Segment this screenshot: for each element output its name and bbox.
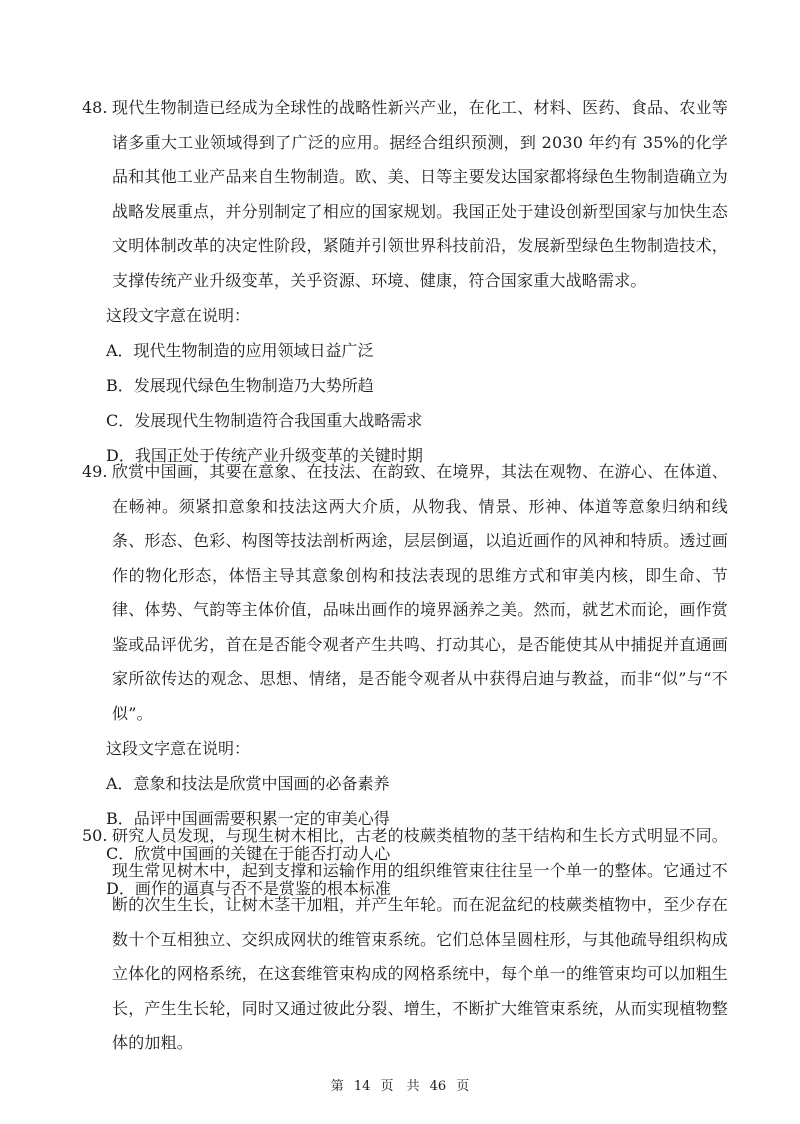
option-a: A．意象和技法是欣赏中国画的必备素养	[106, 774, 390, 793]
question-prompt: 这段文字意在说明：	[106, 306, 251, 325]
question-number: 50.	[82, 826, 108, 845]
option-d: D．画作的逼真与否不是赏鉴的根本标准	[106, 879, 391, 898]
page-footer: 第 14 页 共 46 页	[330, 1079, 470, 1094]
question-passage: 现代生物制造已经成为全球性的战略性新兴产业，在化工、材料、医药、食品、农业等诸多重大工业领域得到了广泛的应用。据经合组织预测，到 2030 年约有 35%的化学品和其他工业产品来自生物制造。欧、美、日等主要发达国家都将绿色生物制造确立为战略发展重点，并分别制定了相应的国家规划。我国正处于建设创新型国家与加快生态文明体制改革的决定性阶段，紧随并引领世界科技前沿，发展新型绿色生物制造技术，支撑传统产业升级变革，关乎资源、环境、健康，符合国家重大战略需求。	[112, 98, 728, 290]
option-d: D．我国正处于传统产业升级变革的关键时期	[106, 446, 423, 465]
question-number: 48.	[82, 98, 108, 117]
option-b: B．品评中国画需要积累一定的审美心得	[106, 809, 390, 828]
option-c: C．欣赏中国画的关键在于能否打动人心	[106, 844, 391, 863]
question-passage: 研究人员发现，与现生树木相比，古老的枝蕨类植物的茎干结构和生长方式明显不同。现生常见树木中，起到支撑和运输作用的组织维管束往往呈一个单一的整体。它通过不断的次生生长，让树木茎干加粗，并产生年轮。而在泥盆纪的枝蕨类植物中，至少存在数十个互相独立、交织成网状的维管束系统。它们总体呈圆柱形，与其他疏导组织构成立体化的网格系统，在这套维管束构成的网格系统中，每个单一的维管束均可以加粗生长，产生生长轮，同时又通过彼此分裂、增生，不断扩大维管束系统，从而实现植物整体的加粗。	[112, 826, 728, 1052]
question-prompt: 这段文字意在说明：	[106, 739, 251, 758]
question-number: 49.	[82, 462, 108, 481]
question-passage: 欣赏中国画，其要在意象、在技法、在韵致、在境界，其法在观物、在游心、在体道、在畅神。须紧扣意象和技法这两大介质，从物我、情景、形神、体道等意象归纳和线条、形态、色彩、构图等技法剖析两途，层层倒逼，以追近画作的风神和特质。透过画作的物化形态，体悟主导其意象创构和技法表现的思维方式和审美内核，即生命、节律、体势、气韵等主体价值，品味出画作的境界涵养之美。然而，就艺术而论，画作赏鉴或品评优劣，首在是否能令观者产生共鸣、打动其心，是否能使其从中捕捉并直通画家所欲传达的观念、思想、情绪，是否能令观者从中获得启迪与教益，而非“似”与“不似”。	[112, 462, 728, 723]
option-a: A．现代生物制造的应用领域日益广泛	[106, 341, 374, 360]
option-b: B．发展现代绿色生物制造乃大势所趋	[106, 376, 374, 395]
question-48	[82, 91, 728, 473]
option-c: C．发展现代生物制造符合我国重大战略需求	[106, 411, 423, 430]
question-50	[82, 819, 728, 1061]
